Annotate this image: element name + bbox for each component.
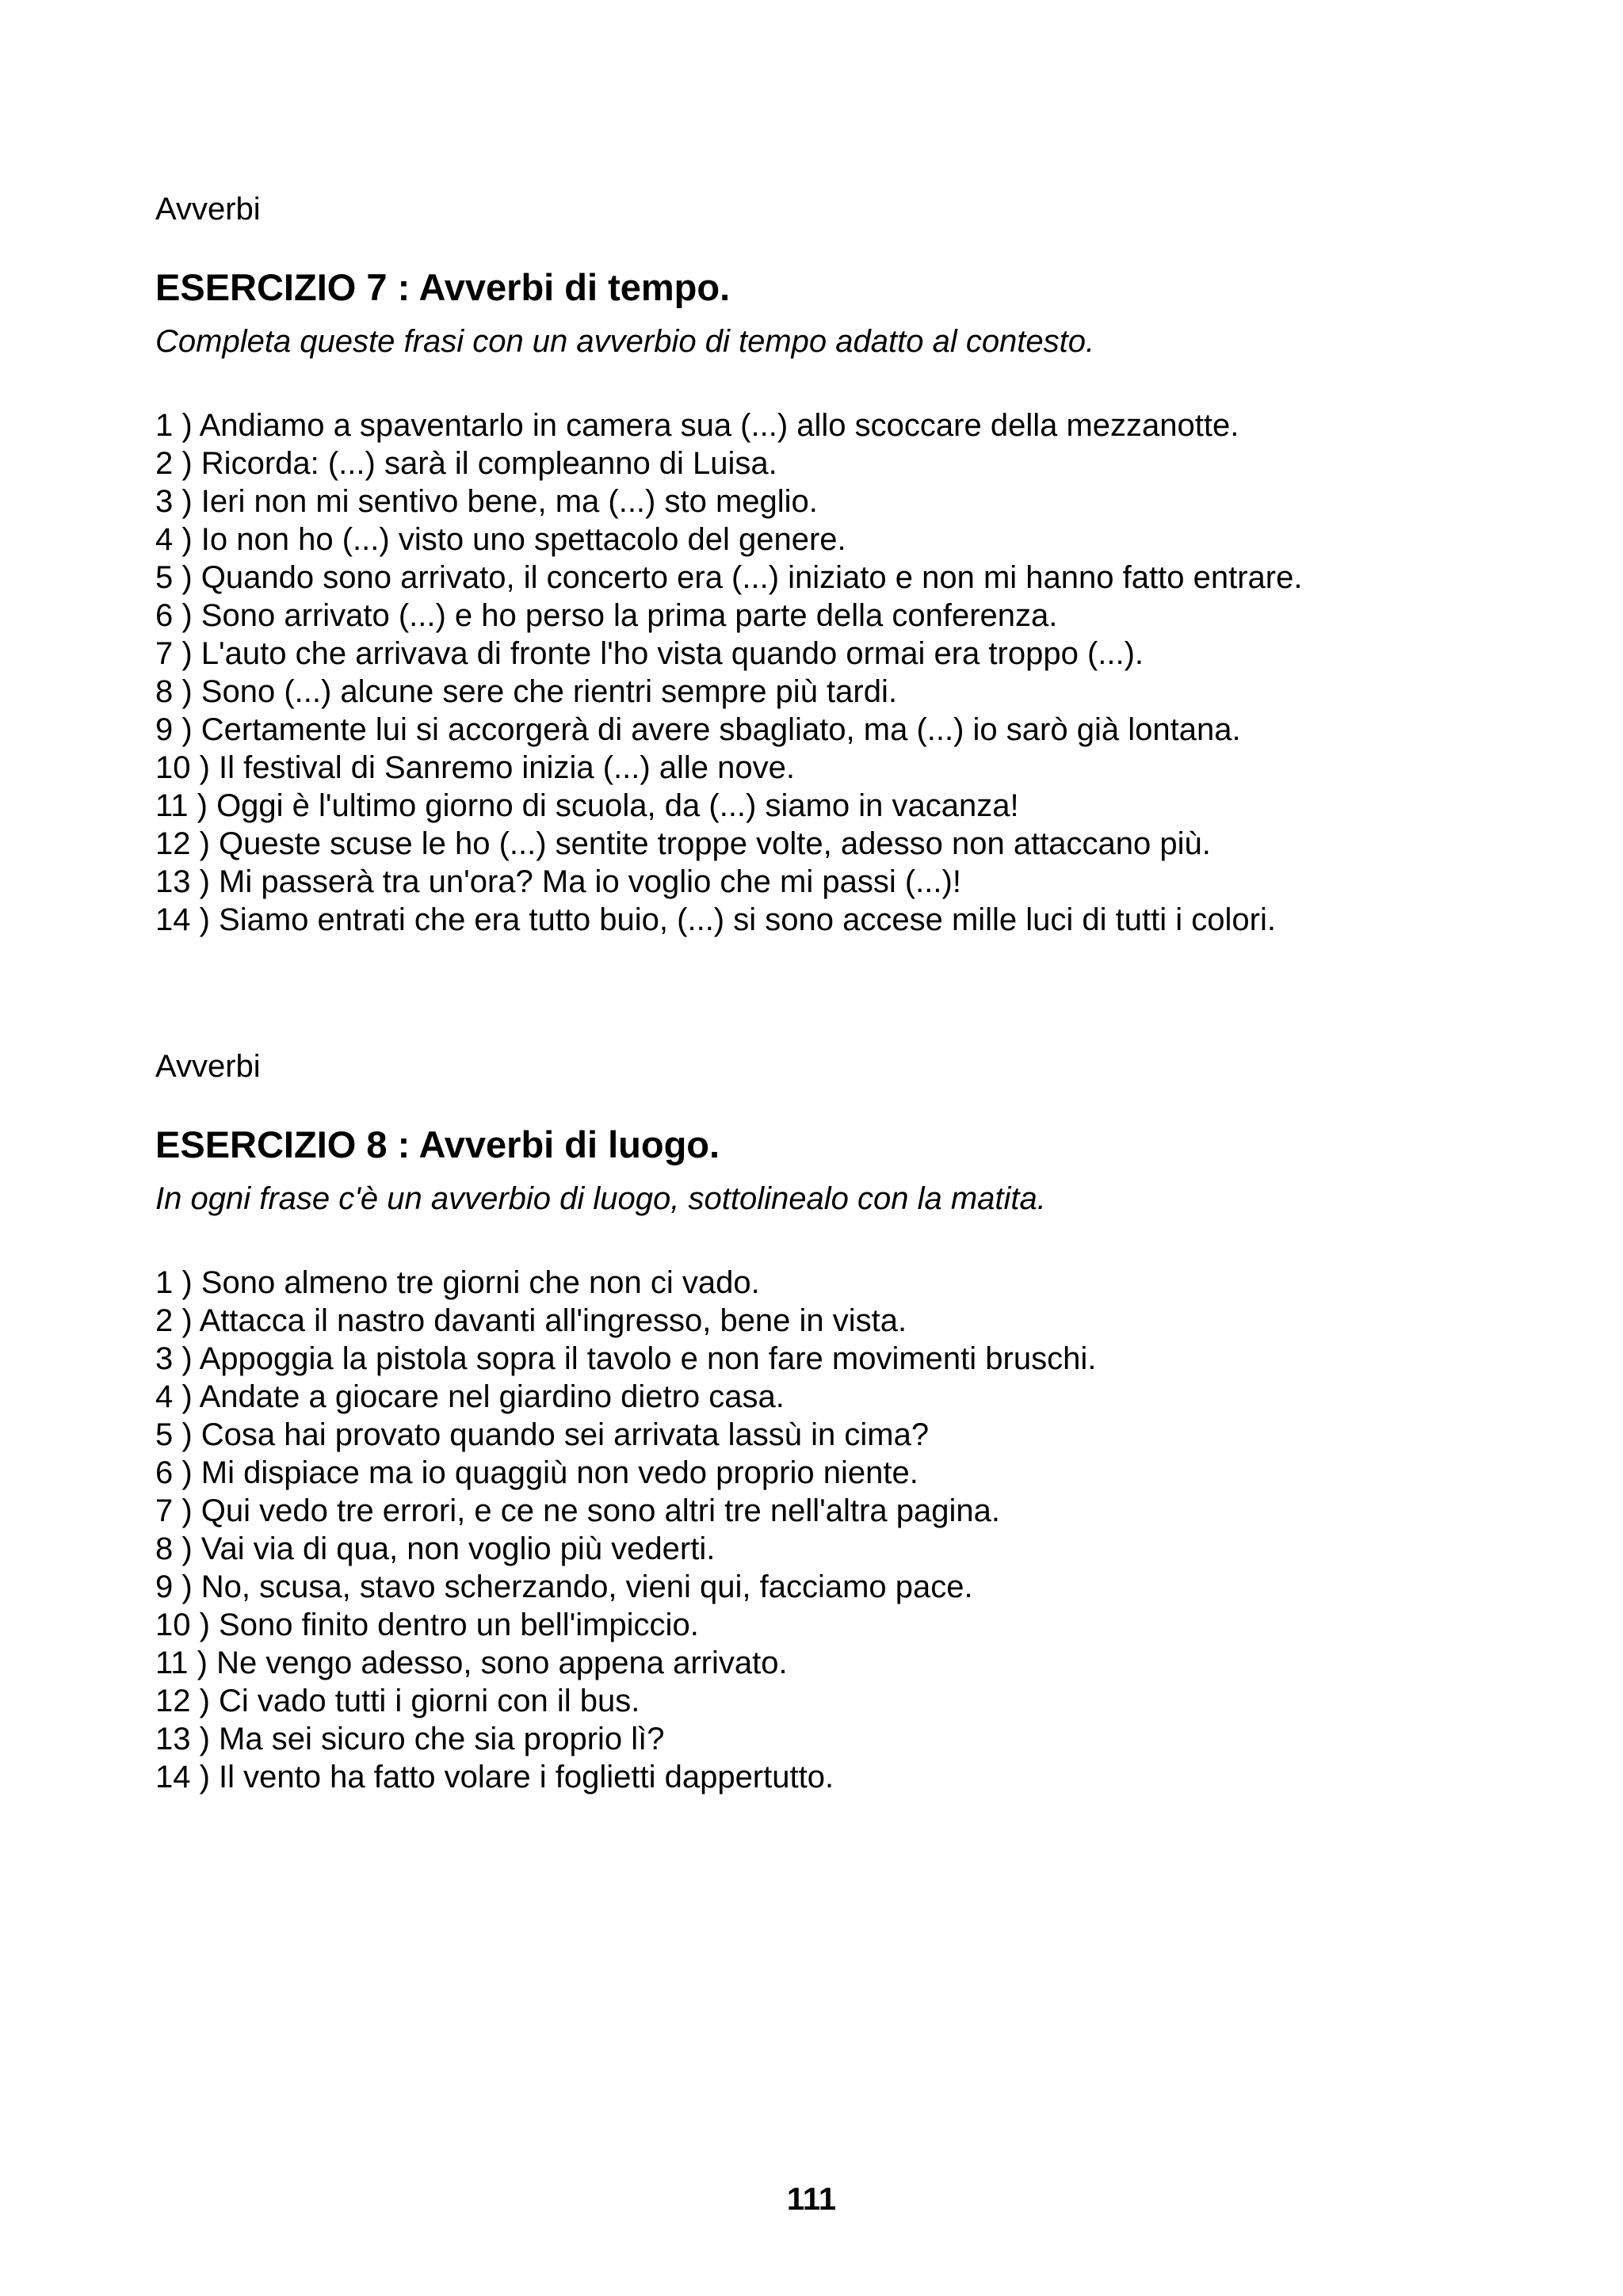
exercise-item: 2 ) Ricorda: (...) sarà il compleanno di Luisa.: [155, 446, 777, 481]
exercise-item: 10 ) Il festival di Sanremo inizia (...) alle nove.: [155, 750, 796, 785]
exercise-item: 11 ) Ne vengo adesso, sono appena arrivato.: [155, 1646, 788, 1680]
exercise-title: ESERCIZIO 8 : Avverbi di luogo.: [155, 1123, 720, 1165]
exercise-item: 9 ) Certamente lui si accorgerà di avere sbagliato, ma (...) io sarò già lontana.: [155, 712, 1241, 747]
exercise-item: 10 ) Sono finito dentro un bell'impiccio.: [155, 1608, 699, 1642]
exercise-7-section: [155, 190, 1550, 939]
exercise-item: 11 ) Oggi è l'ultimo giorno di scuola, da (...) siamo in vacanza!: [155, 788, 1019, 823]
exercise-item: 3 ) Ieri non mi sentivo bene, ma (...) sto meglio.: [155, 484, 818, 519]
exercise-item: 9 ) No, scusa, stavo scherzando, vieni qui, facciamo pace.: [155, 1569, 973, 1604]
exercise-item: 14 ) Siamo entrati che era tutto buio, (...) si sono accese mille luci di tutti i colori.: [155, 902, 1276, 937]
exercise-item-list: [155, 406, 1550, 939]
exercise-item: 1 ) Andiamo a spaventarlo in camera sua (...) allo scoccare della mezzanotte.: [155, 408, 1239, 443]
exercise-title: ESERCIZIO 7 : Avverbi di tempo.: [155, 266, 731, 308]
exercise-item: 2 ) Attacca il nastro davanti all'ingresso, bene in vista.: [155, 1303, 907, 1338]
exercise-item: 12 ) Ci vado tutti i giorni con il bus.: [155, 1684, 640, 1718]
exercise-item: 1 ) Sono almeno tre giorni che non ci vado.: [155, 1265, 760, 1300]
exercise-item: 12 ) Queste scuse le ho (...) sentite troppe volte, adesso non attaccano più.: [155, 826, 1211, 861]
exercise-item: 4 ) Io non ho (...) visto uno spettacolo del genere.: [155, 522, 846, 557]
exercise-item: 6 ) Sono arrivato (...) e ho perso la prima parte della conferenza.: [155, 598, 1058, 633]
exercise-item: 7 ) Qui vedo tre errori, e ce ne sono altri tre nell'altra pagina.: [155, 1493, 1000, 1528]
exercise-item: 7 ) L'auto che arrivava di fronte l'ho vista quando ormai era troppo (...).: [155, 636, 1144, 671]
exercise-item: 14 ) Il vento ha fatto volare i foglietti dappertutto.: [155, 1760, 834, 1794]
exercise-item: 13 ) Ma sei sicuro che sia proprio lì?: [155, 1722, 665, 1756]
exercise-item: 8 ) Vai via di qua, non voglio più vederti.: [155, 1531, 716, 1566]
section-category: Avverbi: [155, 1049, 261, 1084]
exercise-item: 6 ) Mi dispiace ma io quaggiù non vedo proprio niente.: [155, 1455, 918, 1490]
exercise-8-section: [155, 1047, 1550, 1796]
page-number: 111: [786, 2182, 837, 2217]
exercise-item: 3 ) Appoggia la pistola sopra il tavolo e non fare movimenti bruschi.: [155, 1341, 1097, 1376]
exercise-instruction: In ogni frase c'è un avverbio di luogo, sottolinealo con la matita.: [155, 1181, 1046, 1216]
section-category: Avverbi: [155, 192, 261, 227]
exercise-item: 5 ) Cosa hai provato quando sei arrivata lassù in cima?: [155, 1417, 930, 1452]
exercise-item: 5 ) Quando sono arrivato, il concerto era (...) iniziato e non mi hanno fatto entrare.: [155, 560, 1303, 595]
exercise-item: 4 ) Andate a giocare nel giardino dietro casa.: [155, 1379, 785, 1414]
exercise-item: 8 ) Sono (...) alcune sere che rientri sempre più tardi.: [155, 674, 897, 709]
exercise-item-list: [155, 1264, 1550, 1796]
exercise-instruction: Completa queste frasi con un avverbio di tempo adatto al contesto.: [155, 324, 1095, 359]
exercise-item: 13 ) Mi passerà tra un'ora? Ma io voglio che mi passi (...)!: [155, 864, 961, 899]
